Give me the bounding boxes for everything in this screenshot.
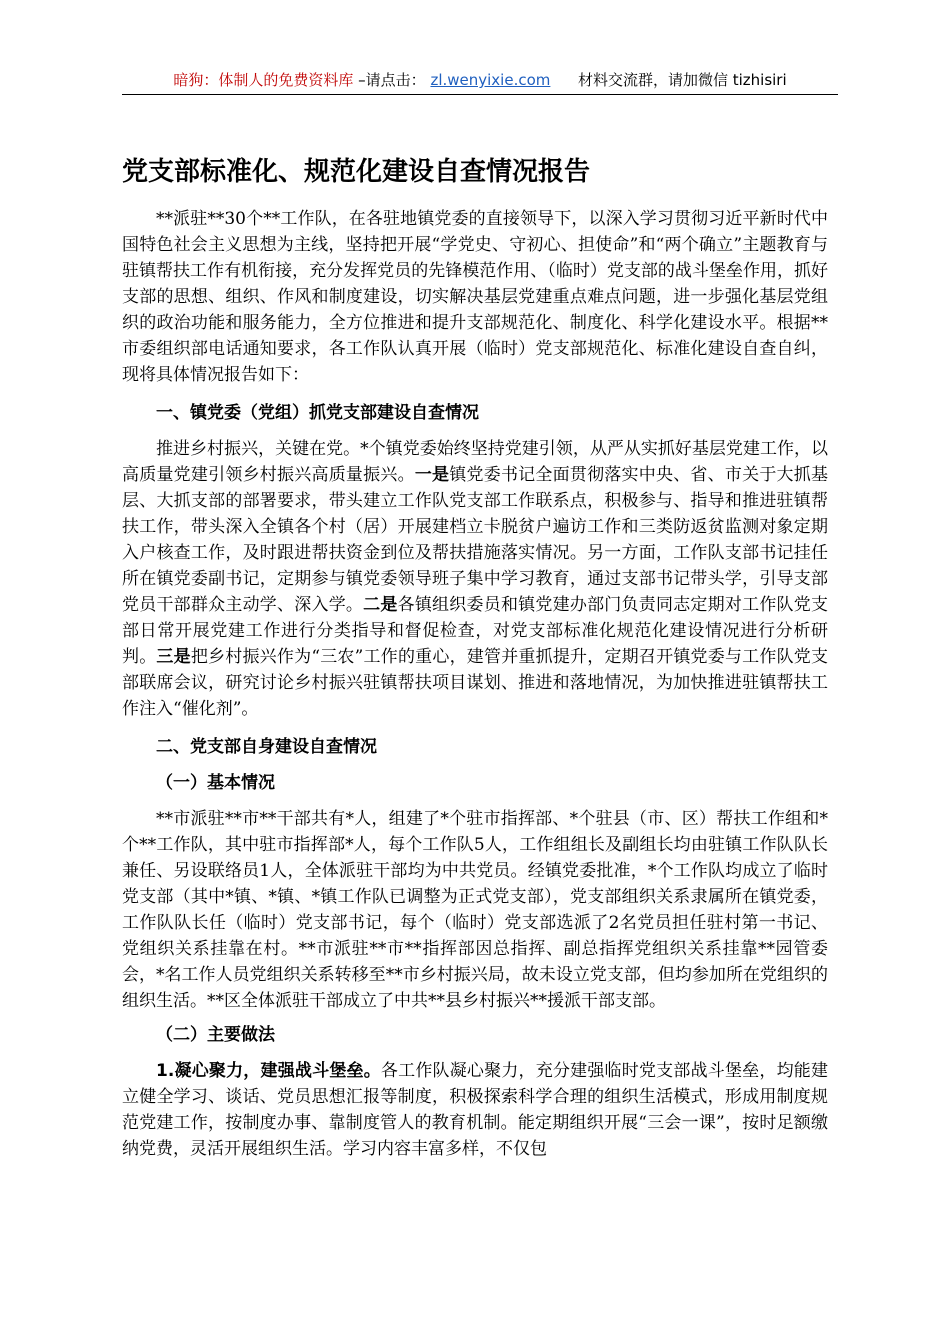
subsection-methods-heading: （二）主要做法	[156, 1025, 275, 1045]
section-2-heading: 二、党支部自身建设自查情况	[156, 737, 377, 757]
section-1-start: 推进乡村振兴，关键在党。*个镇党委始终坚持党建引领，从严从实抓好基层党建工作，以高质量党建引领乡村振兴高质量振兴。	[122, 439, 828, 485]
basic-paragraph: **市派驻**市**干部共有*人，组建了*个驻市指挥部、*个驻县（市、区）帮扶工作组和*个**工作队，其中驻市指挥部*人，每个工作队5人，工作组组长及副组长均由驻镇工作队队长兼任、另设联络员1人，全体派驻干部均为中共党员。经镇党委批准，*个工作队均成立了临时党支部（其中*镇、*镇、*镇工作队已调整为正式党支部），党支部组织关系隶属所在镇党委，工作队队长任（临时）党支部书记，每个（临时）党支部选派了2名党员担任驻村第一书记、党组织关系挂靠在村。**市派驻**市**指挥部因总指挥、副总指挥党组织关系挂靠**园管委会，*名工作人员党组织关系转移至**市乡村振兴局，故未设立党支部，但均参加所在党组织的组织生活。**区全体派驻干部成立了中共**县乡村振兴**援派干部支部。	[122, 809, 828, 1011]
lead-first: 一是	[414, 465, 450, 485]
section-1-paragraph	[122, 436, 828, 722]
item-1-lead: 1.凝心聚力，建强战斗堡垒。	[156, 1061, 381, 1081]
document-body	[122, 206, 828, 1162]
header-link[interactable]: zl.wenyixie.com	[430, 71, 551, 89]
section-1-text3: 把乡村振兴作为“三农”工作的重心，建管并重抓提升，定期召开镇党委与工作队党支部联席会议，研究讨论乡村振兴驻镇帮扶项目谋划、推进和落地情况，为加快推进驻镇帮扶工作注入“催化剂”。	[122, 647, 828, 719]
section-1-heading: 一、镇党委（党组）抓党支部建设自查情况	[156, 403, 479, 423]
header-wechat: 材料交流群，请加微信 tizhisiri	[577, 71, 787, 89]
header-brand: 暗狗：体制人的免费资料库	[173, 71, 354, 89]
intro-paragraph: **派驻**30个**工作队，在各驻地镇党委的直接领导下，以深入学习贯彻习近平新时代中国特色社会主义思想为主线，坚持把开展“学党史、守初心、担使命”和“两个确立”主题教育与驻镇帮扶工作有机衔接，充分发挥党员的先锋模范作用、（临时）党支部的战斗堡垒作用，抓好支部的思想、组织、作风和制度建设，切实解决基层党建重点难点问题，进一步强化基层党组织的政治功能和服务能力，全方位推进和提升支部规范化、制度化、科学化建设水平。根据**市委组织部电话通知要求，各工作队认真开展（临时）党支部规范化、标准化建设自查自纠，现将具体情况报告如下：	[122, 209, 828, 385]
section-1-text2: 各镇组织委员和镇党建办部门负责同志定期对工作队党支部日常开展党建工作进行分类指导和督促检查，对党支部标准化规范化建设情况进行分析研判。	[122, 595, 829, 667]
lead-third: 三是	[156, 647, 191, 667]
page-header	[122, 68, 838, 95]
section-1-text1: 镇党委书记全面贯彻落实中央、省、市关于大抓基层、大抓支部的部署要求，带头建立工作队党支部工作联系点，积极参与、指导和推进驻镇帮扶工作，带头深入全镇各个村（居）开展建档立卡脱贫户遍访工作和三类防返贫监测对象定期入户核查工作，及时跟进帮扶资金到位及帮扶措施落实情况。另一方面，工作队支部书记挂任所在镇党委副书记，定期参与镇党委领导班子集中学习教育，通过支部书记带头学，引导支部党员干部群众主动学、深入学。	[122, 465, 829, 615]
methods-paragraph	[122, 1058, 828, 1162]
lead-second: 二是	[363, 595, 398, 615]
subsection-basic-heading: （一）基本情况	[156, 773, 275, 793]
document-title: 党支部标准化、规范化建设自查情况报告	[122, 157, 591, 187]
item-1-text: 各工作队凝心聚力，充分建强临时党支部战斗堡垒，均能建立健全学习、谈话、党员思想汇报等制度，积极探索科学合理的组织生活模式，形成用制度规范党建工作，按制度办事、靠制度管人的教育机制。能定期组织开展“三会一课”，按时足额缴纳党费，灵活开展组织生活。学习内容丰富多样，不仅包	[122, 1061, 828, 1159]
header-click-prompt: –请点击：	[358, 71, 426, 89]
